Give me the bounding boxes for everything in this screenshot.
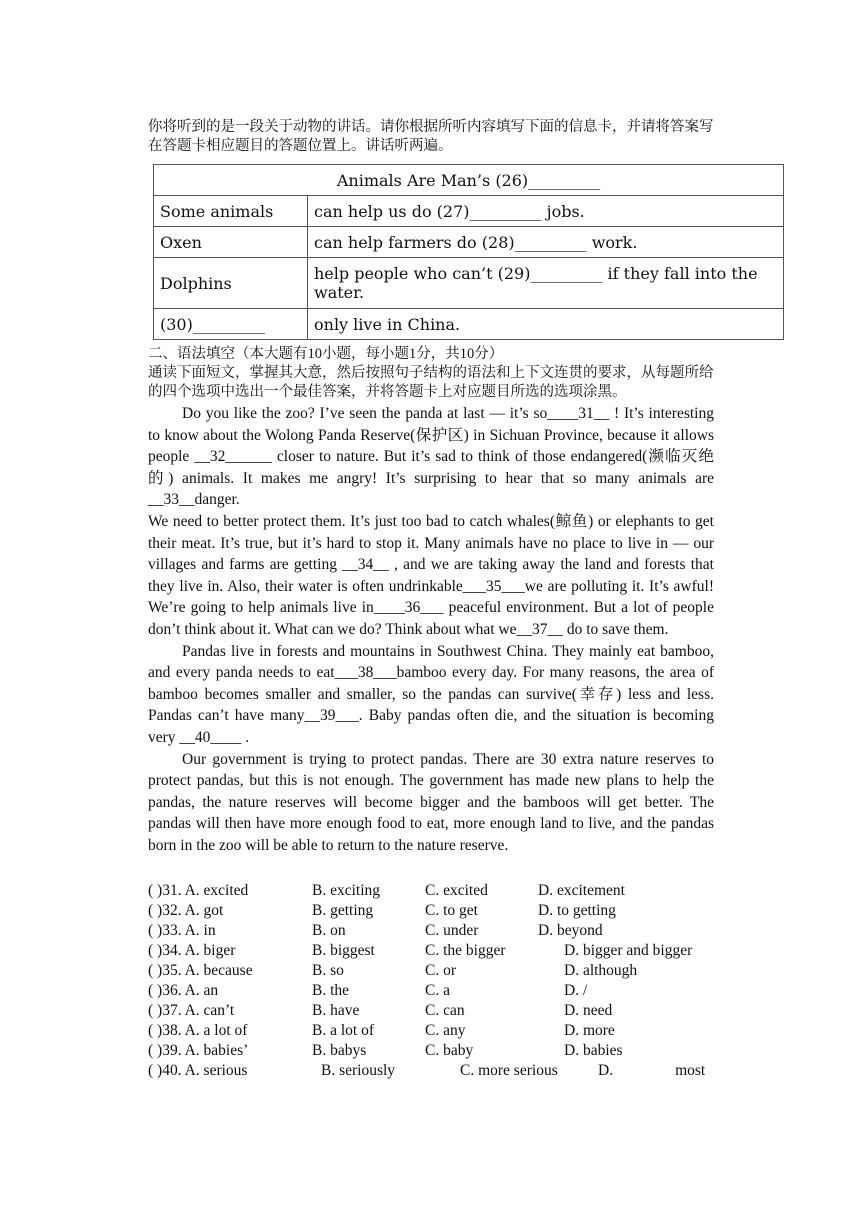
option-d: D. babies bbox=[564, 1042, 623, 1059]
text-run: we are polluting it. It’s awful! We’re going to help animals live in bbox=[148, 577, 714, 617]
option-d: D. although bbox=[564, 962, 638, 979]
option-a: ( )39. A. babies’ bbox=[148, 1042, 249, 1059]
options-list bbox=[148, 881, 718, 1081]
blank-40: __40____ bbox=[179, 728, 242, 746]
option-b: B. biggest bbox=[312, 942, 375, 959]
row-label: Some animals bbox=[154, 196, 308, 227]
option-a: ( )33. A. in bbox=[148, 922, 216, 939]
option-c: C. or bbox=[425, 962, 456, 979]
option-c: C. excited bbox=[425, 882, 488, 899]
row-label: (30)_________ bbox=[154, 309, 308, 340]
row-text: only live in China. bbox=[308, 309, 784, 340]
option-d: D. to getting bbox=[538, 902, 616, 919]
option-b: B. getting bbox=[312, 902, 374, 919]
blank-32: __32______ bbox=[194, 448, 272, 466]
text-run: closer to nature. But it’s sad to think of those endangered(濒临灭绝的) animals. It makes me angry! It’s surprising to hear that so many animals are bbox=[148, 448, 714, 487]
blank-35: ___35___ bbox=[462, 577, 525, 595]
option-b: B. babys bbox=[312, 1042, 367, 1059]
option-c: C. to get bbox=[425, 902, 478, 919]
option-d: D. beyond bbox=[538, 922, 603, 939]
blank-31: ____31__ bbox=[547, 405, 610, 422]
option-c: C. baby bbox=[425, 1042, 474, 1059]
section-title: 二、语法填空（本大题有10小题，每小题1分，共10分） bbox=[148, 346, 504, 362]
text-run: do to save them. bbox=[562, 620, 669, 638]
section-instruction: 通读下面短文，掌握其大意，然后按照句子结构的语法和上下文连贯的要求，从每题所给的四个选项中选出一个最佳答案，并将答题卡上对应题目所选的选项涂黑。 bbox=[148, 365, 714, 400]
blank-39: __39___ bbox=[304, 707, 359, 725]
option-c: C. under bbox=[425, 922, 479, 939]
paragraph-2 bbox=[148, 511, 714, 641]
list-item bbox=[148, 941, 718, 961]
option-c: C. any bbox=[425, 1022, 466, 1039]
option-b: B. have bbox=[312, 1002, 360, 1019]
paragraph-3 bbox=[148, 641, 714, 749]
text-run: , and we are taking away the land and forests that they live in. Also, their water is often undrinkable bbox=[148, 556, 714, 595]
row-text: can help farmers do (28)_________ work. bbox=[308, 227, 784, 258]
table-row bbox=[154, 309, 784, 340]
list-item bbox=[148, 901, 718, 921]
option-a: ( )40. A. serious bbox=[148, 1062, 248, 1079]
option-d: D. more bbox=[564, 1022, 615, 1039]
section-2-header bbox=[148, 345, 714, 402]
option-b: B. the bbox=[312, 982, 350, 999]
paragraph-1 bbox=[148, 403, 714, 511]
list-item bbox=[148, 981, 718, 1001]
option-b: B. exciting bbox=[312, 882, 381, 899]
option-b: B. on bbox=[312, 922, 346, 939]
option-d: D. / bbox=[564, 982, 588, 999]
option-c: C. more serious bbox=[460, 1062, 558, 1079]
option-b: B. a lot of bbox=[312, 1022, 374, 1039]
option-c: C. can bbox=[425, 1002, 465, 1019]
list-item bbox=[148, 881, 718, 901]
option-a: ( )35. A. because bbox=[148, 962, 253, 979]
info-card-table bbox=[153, 164, 784, 340]
table-row bbox=[154, 196, 784, 227]
text-run: bamboo every day. For many reasons, the area of bamboo becomes smaller and smaller, so the pandas can survive(幸存) less and less. Pandas can’t have many bbox=[148, 664, 714, 725]
list-item bbox=[148, 921, 718, 941]
blank-34: __34__ bbox=[342, 556, 389, 574]
option-d: D. most bbox=[598, 1062, 706, 1079]
table-row bbox=[154, 258, 784, 309]
text-run: We need to better protect them. It’s just too bad to catch whales(鲸鱼) or elephants to get their meat. It’s true, but it’s hard to stop it. Many animals have no place to live in — our villages and farms are getting bbox=[148, 512, 714, 574]
text-run: ! It’s interesting to know about the Wolong Panda Reserve(保护区) in Sichuan Province, because it allows people bbox=[148, 405, 714, 466]
option-b: B. so bbox=[312, 962, 344, 979]
paragraph-4: Our government is trying to protect pandas. There are 30 extra nature reserves to protect pandas, but this is not enough. The government has made new plans to help the pandas, the nature reserves will become bigger and the bamboos will get better. The pandas will then have more enough food to eat, more enough land to live, and the pandas born in the zoo will be able to return to the nature reserve. bbox=[148, 750, 714, 854]
blank-38: ___38___ bbox=[334, 664, 397, 682]
blank-33: __33__ bbox=[148, 491, 195, 509]
option-a: ( )36. A. an bbox=[148, 982, 219, 999]
row-label: Oxen bbox=[154, 227, 308, 258]
list-item bbox=[148, 1001, 718, 1021]
list-item bbox=[148, 1041, 718, 1061]
option-d: D. need bbox=[564, 1002, 613, 1019]
option-c: C. the bigger bbox=[425, 942, 506, 959]
row-text: help people who can’t (29)_________ if they fall into the water. bbox=[308, 258, 784, 309]
blank-37: __37__ bbox=[516, 620, 563, 638]
option-d: D. bigger and bigger bbox=[564, 942, 693, 959]
info-card-header: Animals Are Man’s (26)_________ bbox=[154, 165, 784, 196]
option-a: ( )32. A. got bbox=[148, 902, 224, 919]
text-run: peaceful environment. But a lot of people don’t think about it. What can we do? Think about what we bbox=[148, 599, 714, 638]
option-a: ( )34. A. biger bbox=[148, 942, 236, 959]
text-run: . Baby pandas often die, and the situation is becoming very bbox=[148, 707, 714, 746]
option-b: B. seriously bbox=[321, 1062, 396, 1079]
row-text: can help us do (27)_________ jobs. bbox=[308, 196, 784, 227]
intro-text: 你将听到的是一段关于动物的讲话。请你根据所听内容填写下面的信息卡，并请将答案写在答题卡相应题目的答题位置上。讲话听两遍。 bbox=[148, 119, 714, 154]
blank-36: ____36___ bbox=[373, 599, 444, 617]
text-run: danger. bbox=[194, 491, 240, 509]
text-run: Do you like the zoo? I’ve seen the panda at last — it’s so bbox=[182, 405, 548, 422]
text-run: . bbox=[241, 728, 250, 746]
list-item bbox=[148, 1061, 718, 1081]
list-item bbox=[148, 961, 718, 981]
list-item bbox=[148, 1021, 718, 1041]
option-c: C. a bbox=[425, 982, 450, 999]
reading-passage bbox=[148, 403, 714, 856]
option-a: ( )31. A. excited bbox=[148, 882, 249, 899]
option-a: ( )38. A. a lot of bbox=[148, 1022, 248, 1039]
option-d: D. excitement bbox=[538, 882, 625, 899]
text-run: Pandas live in forests and mountains in Southwest China. They mainly eat bamboo, and every panda needs to eat bbox=[148, 642, 714, 682]
row-label: Dolphins bbox=[154, 258, 308, 309]
option-a: ( )37. A. can’t bbox=[148, 1002, 235, 1019]
info-card-header-row bbox=[154, 165, 784, 196]
table-row bbox=[154, 227, 784, 258]
intro-block bbox=[148, 118, 714, 156]
